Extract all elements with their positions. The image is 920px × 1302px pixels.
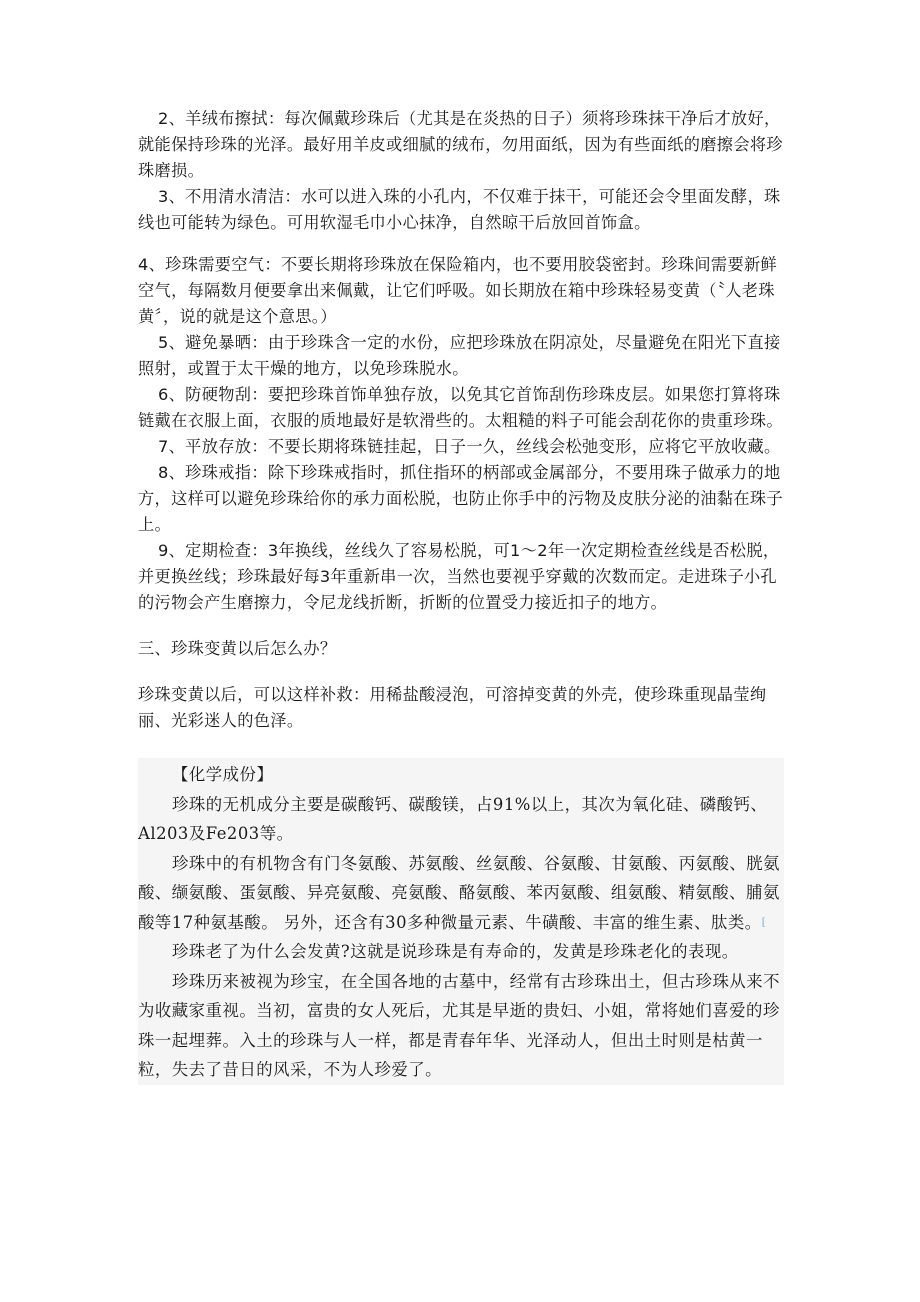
- chemistry-para-organic: [138, 849, 784, 938]
- section-heading: 三、珍珠变黄以后怎么办？: [138, 639, 337, 658]
- chemistry-para-yellowing: 珍珠老了为什么会发黄?这就是说珍珠是有寿命的，发黄是珍珠老化的表现。: [172, 942, 739, 961]
- care-item-9: 9、定期检查：3年换线，丝线久了容易松脱，可1～2年一次定期检查丝线是否松脱，并更换丝线；珍珠最好每3年重新串一次，当然也要视乎穿戴的次数而定。走进珠子小孔的污物会产生磨擦力，令尼龙线折断，折断的位置受力接近扣子的地方。: [138, 541, 780, 612]
- care-item-7: 7、平放存放：不要长期将珠链挂起，日子一久，丝线会松弛变形，应将它平放收藏。: [158, 437, 781, 456]
- care-item-2: 2、羊绒布擦拭：每次佩戴珍珠后（尤其是在炎热的日子）须将珍珠抹干净后才放好，就能保持珍珠的光泽。最好用羊皮或细腻的绒布，勿用面纸，因为有些面纸的磨擦会将珍珠磨损。: [138, 109, 783, 180]
- chemistry-para-inorganic: 珍珠的无机成分主要是碳酸钙、碳酸镁，占91%以上，其次为氧化硅、磷酸钙、Al203及Fe203等。: [138, 794, 768, 843]
- spacer: [138, 662, 784, 682]
- section-body: 珍珠变黄以后，可以这样补救：用稀盐酸浸泡，可溶掉变黄的外壳，使珍珠重现晶莹绚丽、光彩迷人的色泽。: [138, 685, 767, 730]
- care-item-5: 5、避免暴晒：由于珍珠含一定的水份，应把珍珠放在阴凉处，尽量避免在阳光下直接照射，或置于太干燥的地方，以免珍珠脱水。: [138, 333, 781, 378]
- care-item-4: 4、珍珠需要空气：不要长期将珍珠放在保险箱内，也不要用胶袋密封。珍珠间需要新鲜空气，每隔数月便要拿出来佩戴，让它们呼吸。如长期放在箱中珍珠轻易变黄（〝人老珠黄〞，说的就是这个意思。）: [138, 255, 778, 326]
- chemistry-title: 【化学成份】: [172, 765, 274, 784]
- spacer: [138, 236, 784, 252]
- care-item-3: 3、不用清水清洁：水可以进入珠的小孔内，不仅难于抹干，可能还会令里面发酵，珠线也可能转为绿色。可用软湿毛巾小心抹净，自然晾干后放回首饰盒。: [138, 187, 781, 232]
- chemistry-para-history: 珍珠历来被视为珍宝，在全国各地的古墓中，经常有古珍珠出土，但古珍珠从来不为收藏家重视。当初，富贵的女人死后，尤其是早逝的贵妇、小姐，常将她们喜爱的珍珠一起埋葬。入土的珍珠与人一样，都是青春年华、光泽动人，但出土时则是枯黄一粒，失去了昔日的风采，不为人珍爱了。: [138, 971, 781, 1079]
- citation-mark[interactable]: [: [761, 916, 767, 928]
- spacer: [138, 616, 784, 636]
- care-item-6: 6、防硬物刮：要把珍珠首饰单独存放，以免其它首饰刮伤珍珠皮层。如果您打算将珠链戴在衣服上面，衣服的质地最好是软滑些的。太粗糙的料子可能会刮花你的贵重珍珠。: [138, 385, 783, 430]
- chemistry-box: [138, 758, 784, 1085]
- care-item-8: 8、珍珠戒指：除下珍珠戒指时，抓住指环的柄部或金属部分，不要用珠子做承力的地方，这样可以避免珍珠给你的承力面松脱，也防止你手中的污物及皮肤分泌的油黏在珠子上。: [138, 463, 783, 534]
- chemistry-para-organic-text: 珍珠中的有机物含有门冬氨酸、苏氨酸、丝氨酸、谷氨酸、甘氨酸、丙氨酸、胱氨酸、缬氨酸、蛋氨酸、异亮氨酸、亮氨酸、酪氨酸、苯丙氨酸、组氨酸、精氨酸、脯氨酸等17种氨基酸。 另外，还含有30多种微量元素、牛磺酸、丰富的维生素、肽类。: [138, 853, 781, 932]
- document-page: [138, 106, 784, 1085]
